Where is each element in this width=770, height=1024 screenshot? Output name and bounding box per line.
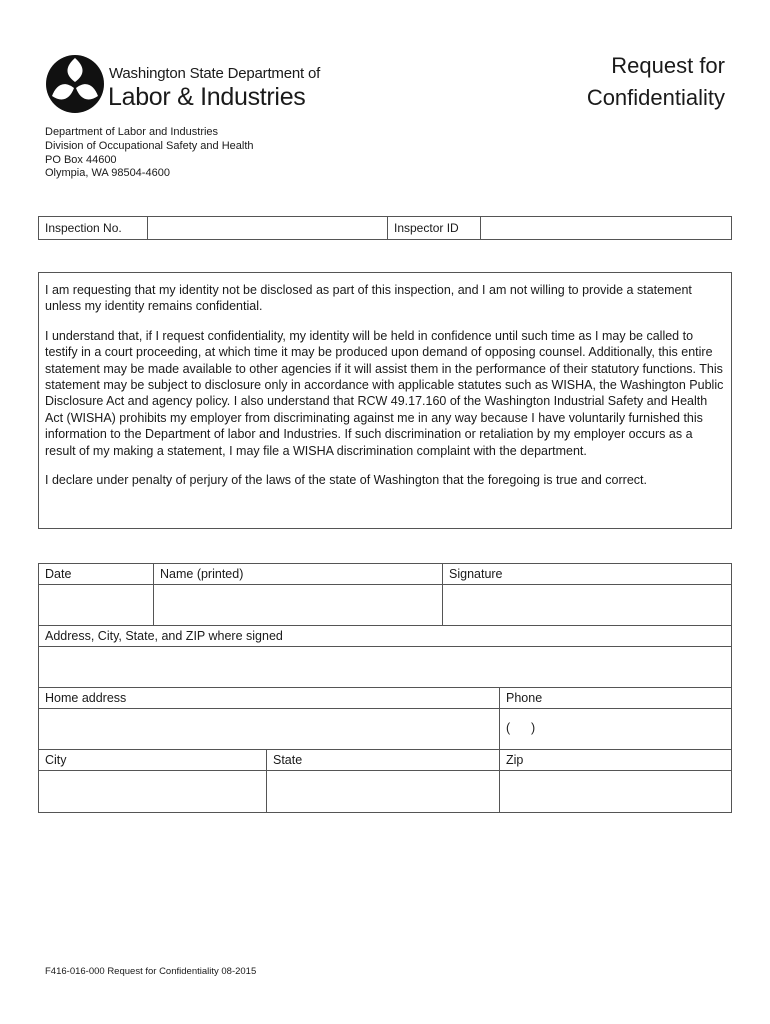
address-line: Division of Occupational Safety and Health	[45, 139, 254, 152]
phone-label: Phone	[506, 691, 543, 705]
agency-logo	[44, 52, 321, 118]
inspection-no-label: Inspection No.	[39, 217, 148, 240]
date-field[interactable]	[39, 585, 154, 625]
name-printed-field[interactable]	[154, 585, 443, 625]
logo-text-line1: Washington State Department of	[109, 65, 321, 82]
title-line2: Confidentiality	[586, 85, 725, 110]
lni-emblem-icon	[44, 52, 106, 116]
address-signed-field[interactable]	[39, 647, 731, 687]
address-signed-label: Address, City, State, and ZIP where signed	[45, 629, 283, 643]
statement-paragraph: I understand that, if I request confidentiality, my identity will be held in confidence until such time as I may be called to testify in a court proceeding, at which time it may be produced upon demand of opposing counsel. Additionally, this entire statement may be made available to other agencies if it will assist them in the performance of their statutory functions. This statement may be subject to disclosure only in accordance with applicable statutes such as WISHA, the Washington Public Disclosure Act and agency policy. I also understand that RCW 49.17.160 of the Washington Industrial Safety and Health Act (WISHA) prohibits my employer from discriminating against me in any way because I have voluntarily furnished this information to the Department of labor and Industries. If such discrimination or retaliation by my employer occurs as a result of my making a statement, I may file a WISHA discrimination complaint with the department.	[45, 328, 724, 458]
city-label: City	[39, 750, 267, 770]
document-title	[587, 50, 725, 114]
signature-label: Signature	[449, 567, 503, 581]
address-line: Department of Labor and Industries	[45, 126, 219, 138]
form-id-footer: F416-016-000 Request for Confidentiality 08-2015	[45, 966, 257, 977]
inspection-info-table	[38, 216, 732, 240]
confidentiality-statement	[38, 272, 732, 529]
mailing-address	[45, 126, 254, 181]
inspector-id-label: Inspector ID	[388, 217, 481, 240]
state-label: State	[267, 750, 500, 770]
address-line: Olympia, WA 98504-4600	[45, 167, 170, 180]
inspection-no-field[interactable]	[148, 217, 388, 240]
city-field[interactable]	[39, 771, 267, 812]
title-line1: Request for	[611, 53, 725, 78]
logo-text-line2: Labor & Industries	[108, 83, 306, 111]
inspector-id-field[interactable]	[481, 217, 732, 240]
signature-field[interactable]	[443, 585, 731, 625]
name-printed-label: Name (printed)	[154, 564, 443, 584]
statement-paragraph: I am requesting that my identity not be disclosed as part of this inspection, and I am not willing to provide a statement unless my identity remains confidential.	[45, 283, 692, 314]
signature-address-grid	[38, 563, 732, 813]
phone-field[interactable]: ( )	[506, 721, 536, 735]
zip-field[interactable]	[500, 771, 731, 812]
home-address-field[interactable]	[39, 709, 500, 749]
zip-label: Zip	[506, 753, 524, 767]
statement-paragraph: I declare under penalty of perjury of the laws of the state of Washington that the foregoing is true and correct.	[45, 473, 647, 488]
home-address-label: Home address	[39, 688, 500, 708]
state-field[interactable]	[267, 771, 500, 812]
address-line: PO Box 44600	[45, 153, 117, 166]
date-label: Date	[39, 564, 154, 584]
